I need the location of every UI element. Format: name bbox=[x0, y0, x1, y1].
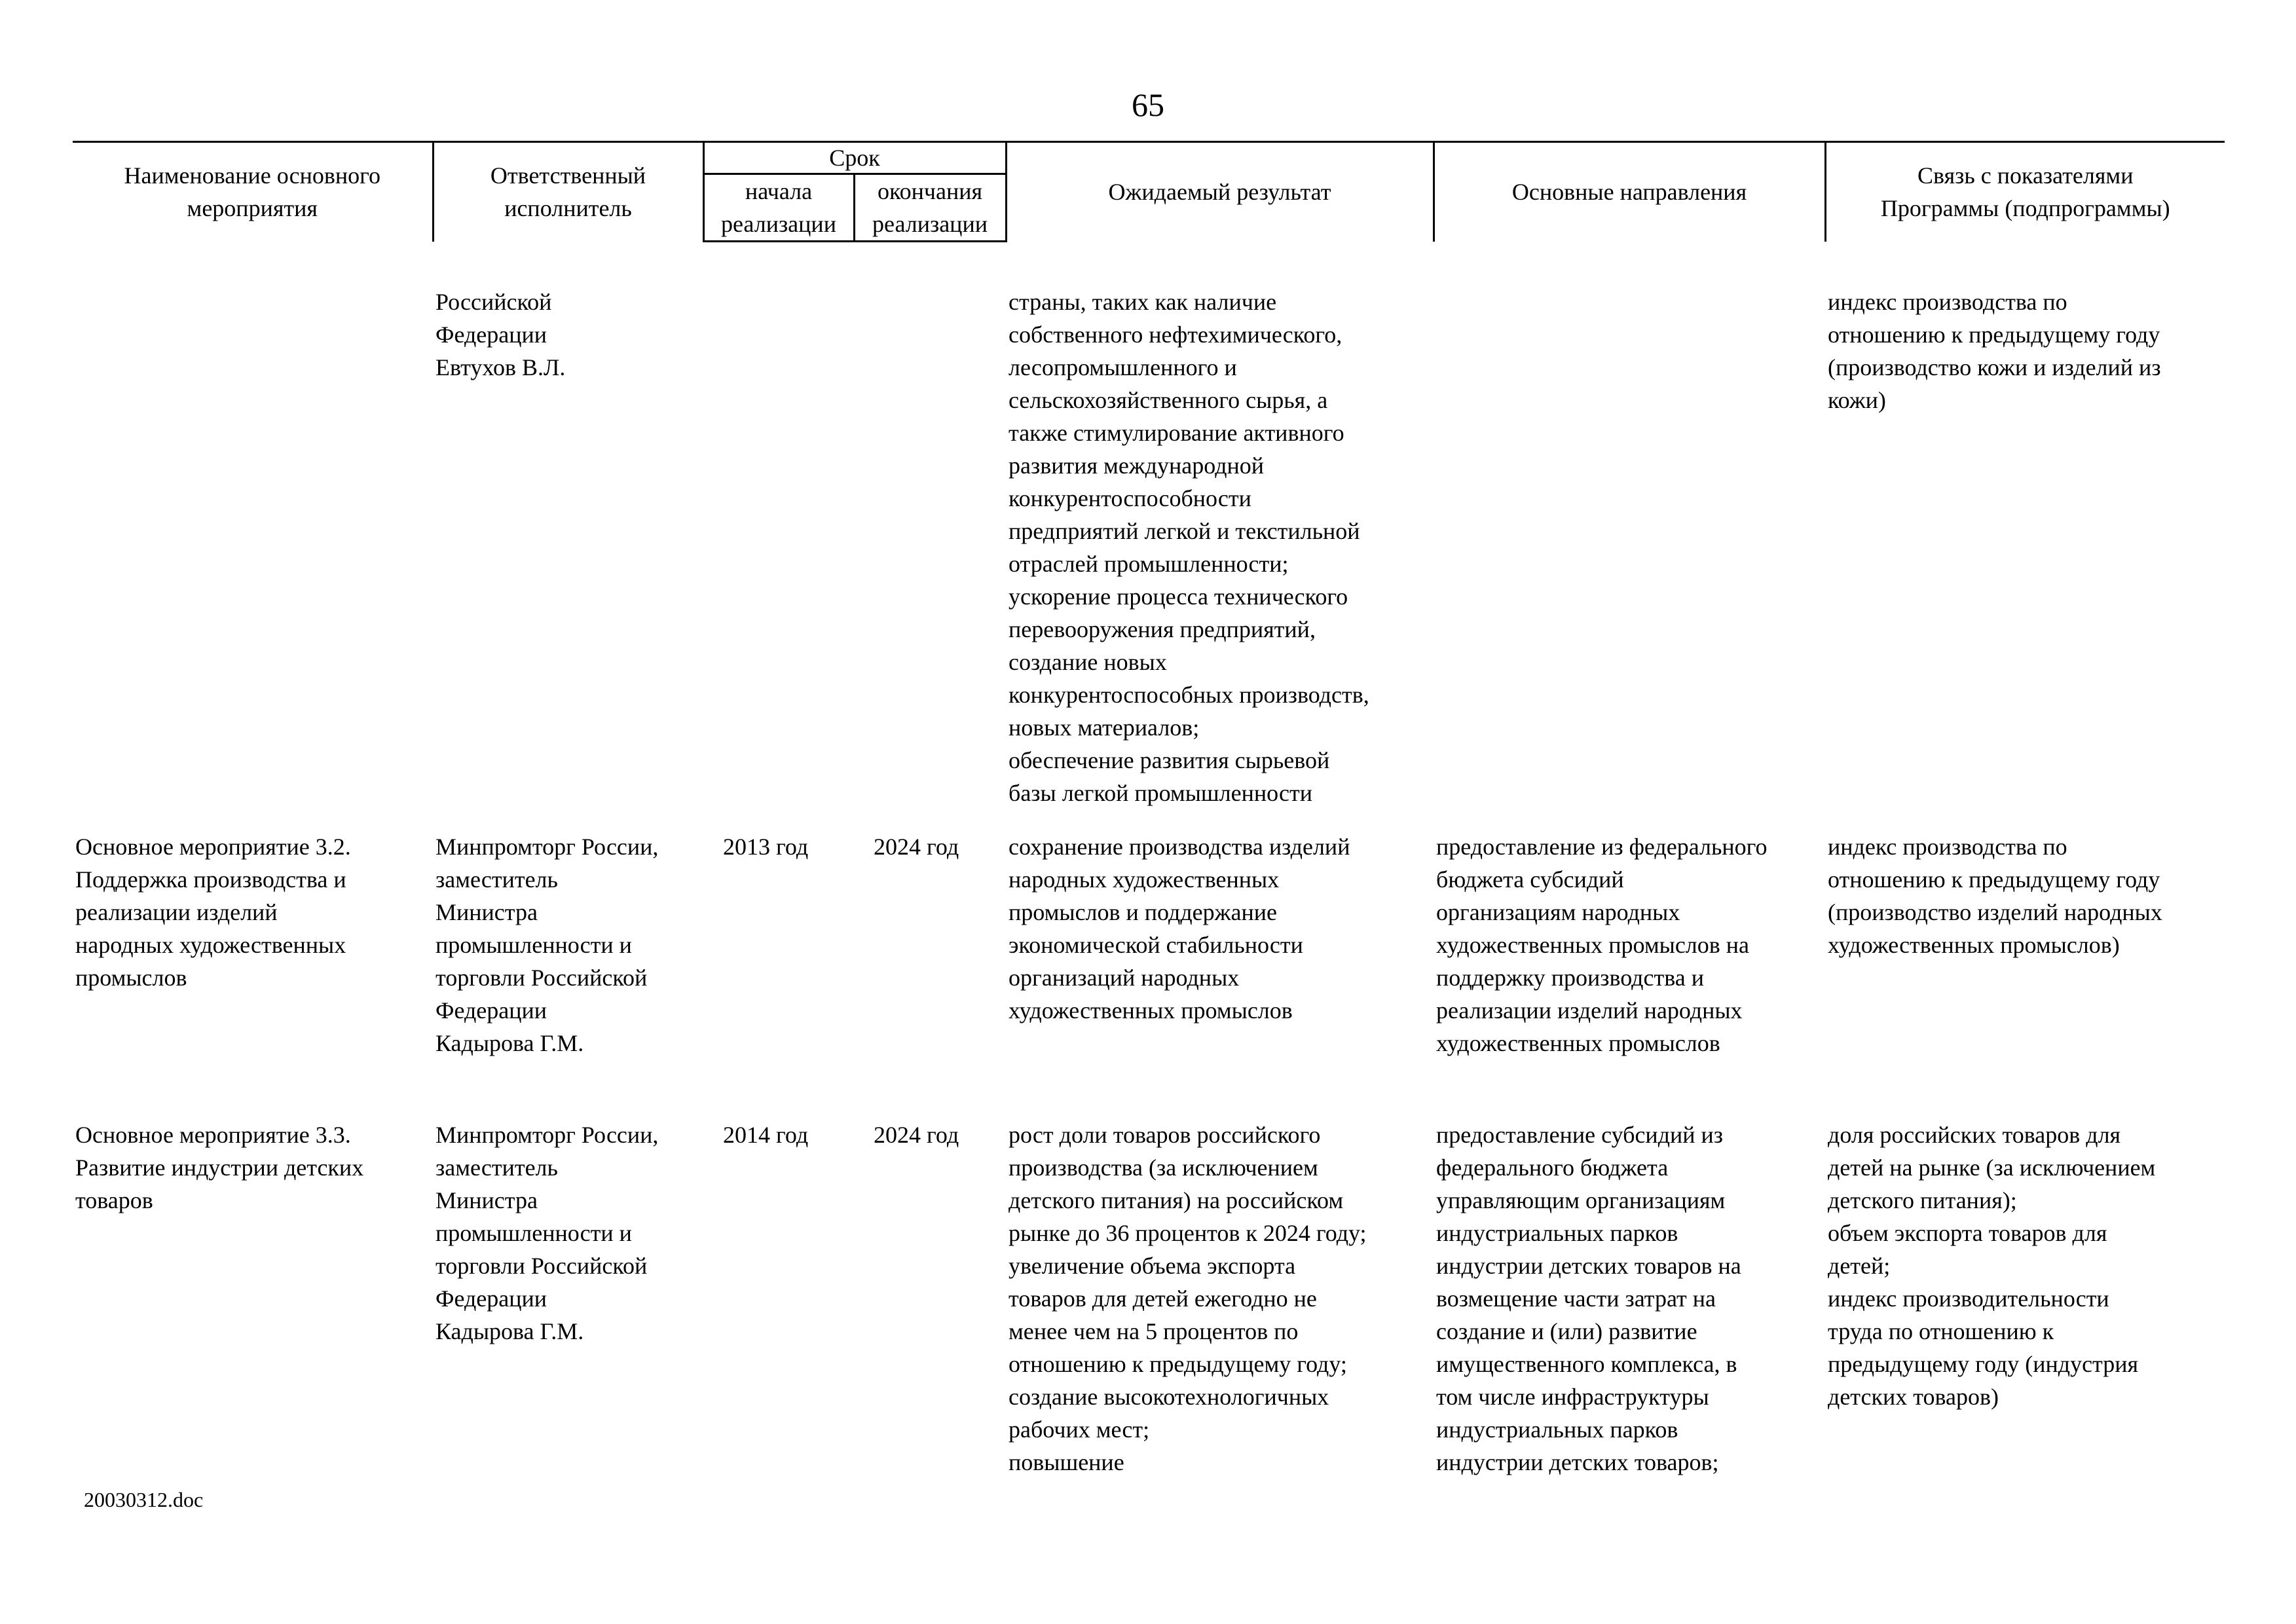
footer-filename: 20030312.doc bbox=[84, 1488, 204, 1511]
header-executor: Ответственный исполнитель bbox=[433, 142, 703, 242]
table-row bbox=[73, 286, 2225, 809]
header-term-end: окончания реализации bbox=[854, 174, 1006, 242]
cell-end: 2024 год bbox=[874, 1122, 959, 1148]
cell-indicators: индекс производства по отношению к предыдущему году (производство изделий народных художественных промыслов) bbox=[1828, 834, 2162, 958]
header-term-start: начала реализации bbox=[703, 174, 854, 242]
cell-name: Основное мероприятие 3.3. Развитие индустрии детских товаров bbox=[75, 1122, 364, 1213]
cell-directions: предоставление субсидий из федерального бюджета управляющим организациям индустриальных парков индустрии детских товаров на возмещение части затрат на создание и (или) развитие имущественного комплекса, в том числе инфраструктуры индустриальных парков индустрии детских товаров; bbox=[1436, 1122, 1741, 1475]
table-row bbox=[73, 830, 2225, 1060]
cell-executor: Российской Федерации Евтухов В.Л. bbox=[435, 289, 566, 380]
cell-name: Основное мероприятие 3.2. Поддержка производства и реализации изделий народных художественных промыслов bbox=[75, 834, 351, 991]
cell-executor: Минпромторг России, заместитель Министра промышленности и торговли Российской Федерации Кадырова Г.М. bbox=[435, 1122, 659, 1344]
cell-start bbox=[703, 286, 854, 809]
cell-directions bbox=[1434, 286, 1825, 809]
cell-end bbox=[854, 286, 1006, 809]
cell-directions: предоставление из федерального бюджета субсидий организациям народных художественных промыслов на поддержку производства и реализации изделий народных художественных промыслов bbox=[1436, 834, 1768, 1056]
header-name: Наименование основного мероприятия bbox=[73, 142, 433, 242]
header-term: Срок bbox=[703, 142, 1006, 174]
header-directions: Основные направления bbox=[1434, 142, 1825, 242]
cell-result: рост доли товаров российского производства (за исключением детского питания) на российском рынке до 36 процентов к 2024 году; увеличение объема экспорта товаров для детей ежегодно не менее чем на 5 процентов по отношению к предыдущему году; создание высокотехнологичных рабочих мест; повышение bbox=[1009, 1122, 1367, 1475]
cell-result: сохранение производства изделий народных художественных промыслов и поддержание экономической стабильности организаций народных художественных промыслов bbox=[1009, 834, 1350, 1024]
header-indicators: Связь с показателями Программы (подпрограммы) bbox=[1825, 142, 2225, 242]
cell-name bbox=[73, 286, 433, 809]
measures-table bbox=[73, 141, 2225, 1479]
cell-indicators: доля российских товаров для детей на рынке (за исключением детского питания); объем экспорта товаров для детей; индекс производительности труда по отношению к предыдущему году (индустрия детских товаров) bbox=[1828, 1122, 2156, 1410]
cell-result: страны, таких как наличие собственного нефтехимического, лесопромышленного и сельскохозяйственного сырья, а также стимулирование активного развития международной конкурентоспособности предприятий легкой и текстильной отраслей промышленности; ускорение процесса технического перевооружения предприятий, создание новых конкурентоспособных производств, новых материалов; обеспечение развития сырьевой базы легкой промышленности bbox=[1009, 289, 1369, 806]
cell-executor: Минпромторг России, заместитель Министра промышленности и торговли Российской Федерации Кадырова Г.М. bbox=[435, 834, 659, 1056]
cell-indicators: индекс производства по отношению к предыдущему году (производство кожи и изделий из кожи) bbox=[1828, 289, 2161, 413]
cell-end: 2024 год bbox=[874, 834, 959, 860]
page-number: 65 bbox=[1132, 86, 1164, 123]
cell-start: 2014 год bbox=[723, 1122, 809, 1148]
header-result: Ожидаемый результат bbox=[1006, 142, 1434, 242]
cell-start: 2013 год bbox=[723, 834, 809, 860]
table-row bbox=[73, 1118, 2225, 1479]
